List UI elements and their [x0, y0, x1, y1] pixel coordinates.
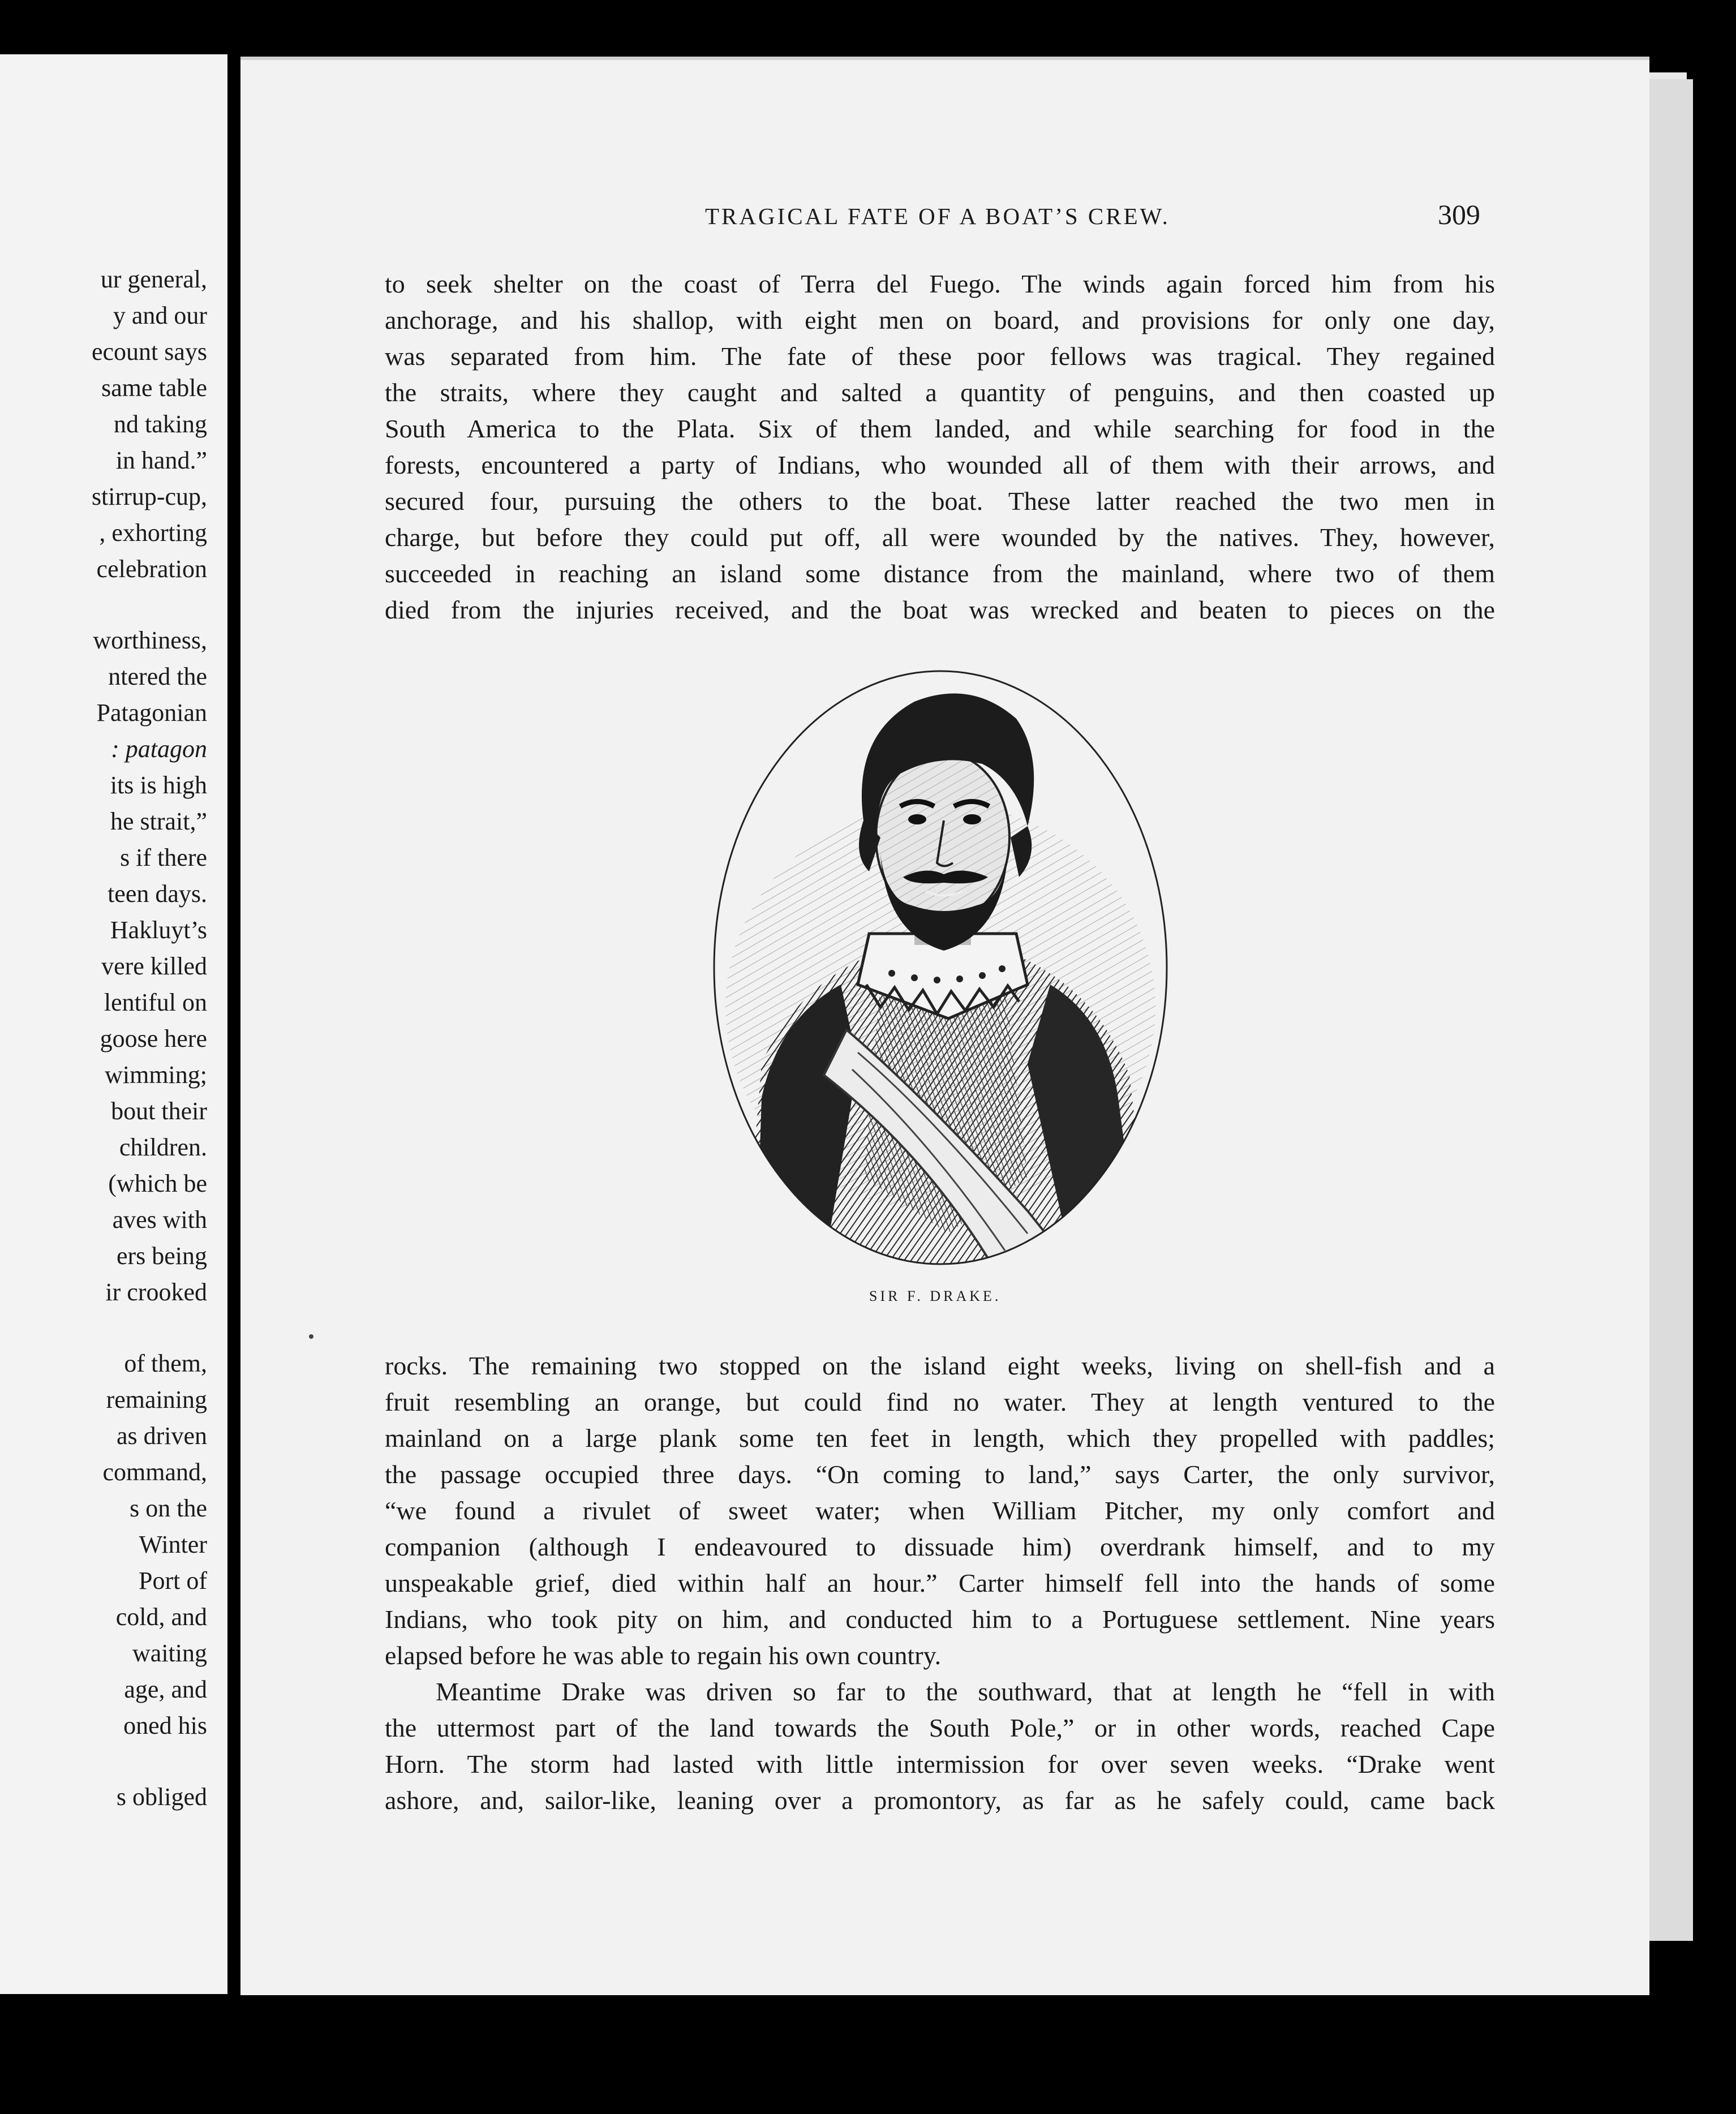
left-page-line: lentiful on: [104, 989, 207, 1016]
left-page-line: s on the: [130, 1494, 207, 1522]
left-page-line: its is high: [110, 771, 207, 799]
left-page-line: Winter: [139, 1531, 207, 1558]
text-line: secured four, pursuing the others to the boat. These latter reached the two men in: [385, 487, 1495, 515]
left-page-line: ir crooked: [105, 1278, 207, 1306]
left-page-line: of them,: [124, 1350, 207, 1377]
left-page-line: stirrup-cup,: [91, 483, 207, 510]
text-line: elapsed before he was able to regain his own country.: [385, 1641, 942, 1670]
left-page-line: he strait,”: [110, 807, 207, 835]
text-line: unspeakable grief, died within half an hour.” Carter himself fell into the hands of some: [385, 1569, 1495, 1597]
left-page-line: Port of: [139, 1567, 207, 1595]
text-line: South America to the Plata. Six of them landed, and while searching for food in the: [385, 414, 1495, 443]
left-page-line: celebration: [96, 555, 207, 583]
left-page-line: nd taking: [114, 410, 207, 438]
left-page-line: waiting: [132, 1639, 207, 1667]
text-line: Horn. The storm had lasted with little intermission for over seven weeks. “Drake went: [385, 1750, 1495, 1778]
left-page-line: s obliged: [116, 1783, 207, 1811]
text-line: succeeded in reaching an island some distance from the mainland, where two of them: [385, 559, 1495, 588]
left-page-line: ur general,: [100, 265, 207, 293]
left-page-line: same table: [101, 374, 207, 402]
text-line: “we found a rivulet of sweet water; when William Pitcher, my only comfort and: [385, 1496, 1495, 1525]
text-line: charge, but before they could put off, all were wounded by the natives. They, however,: [385, 523, 1495, 552]
left-page-line: Patagonian: [96, 699, 207, 727]
text-line: rocks. The remaining two stopped on the island eight weeks, living on shell-fish and a: [385, 1351, 1495, 1380]
illustration-caption: SIR F. DRAKE.: [869, 1288, 1002, 1304]
left-page-line: wimming;: [105, 1061, 207, 1089]
text-line: to seek shelter on the coast of Terra del Fuego. The winds again forced him from his: [385, 269, 1495, 298]
left-page-line: s if there: [120, 844, 207, 871]
left-page-line: command,: [102, 1458, 207, 1486]
left-page-line: y and our: [113, 302, 207, 329]
left-page-line: ecount says: [91, 338, 207, 366]
left-page-line: ntered the: [108, 663, 207, 690]
ink-speck: [309, 1334, 313, 1339]
left-page-line: remaining: [106, 1386, 207, 1413]
running-header: TRAGICAL FATE OF A BOAT’S CREW.: [705, 203, 1170, 229]
left-page-line: ers being: [116, 1242, 207, 1270]
text-line: fruit resembling an orange, but could find no water. They at length ventured to the: [385, 1387, 1495, 1416]
previous-page-fragment: [0, 54, 227, 1994]
left-page-line: children.: [119, 1133, 207, 1161]
text-line: companion (although I endeavoured to dissuade him) overdrank himself, and to my: [385, 1532, 1495, 1561]
left-page-line: teen days.: [108, 880, 207, 908]
left-page-line: (which be: [108, 1170, 207, 1197]
left-page-line: in hand.”: [115, 446, 207, 474]
left-page-line: bout their: [111, 1097, 207, 1125]
portrait-engraving: [711, 668, 1170, 1267]
text-line: the straits, where they caught and salted a quantity of penguins, and then coasted up: [385, 378, 1495, 407]
text-line: mainland on a large plank some ten feet in length, which they propelled with paddles;: [385, 1424, 1495, 1453]
text-line: Meantime Drake was driven so far to the southward, that at length he “fell in with: [436, 1677, 1495, 1706]
left-page-line: age, and: [124, 1675, 207, 1703]
left-page-line: oned his: [123, 1712, 207, 1739]
left-page-line: , exhorting: [99, 519, 207, 547]
text-line: ashore, and, sailor-like, leaning over a promontory, as far as he safely could, came back: [385, 1786, 1495, 1815]
left-page-line: goose here: [100, 1025, 207, 1052]
left-page-line: cold, and: [115, 1603, 207, 1631]
text-line: was separated from him. The fate of these poor fellows was tragical. They regained: [385, 342, 1495, 371]
text-line: anchorage, and his shallop, with eight men on board, and provisions for only one day,: [385, 306, 1495, 334]
left-page-line: as driven: [116, 1422, 207, 1450]
page-number: 309: [1438, 199, 1480, 230]
text-line: forests, encountered a party of Indians, who wounded all of them with their arrows, and: [385, 450, 1495, 479]
left-page-line: worthiness,: [93, 626, 207, 654]
text-line: Indians, who took pity on him, and conducted him to a Portuguese settlement. Nine years: [385, 1605, 1495, 1634]
text-line: died from the injuries received, and the boat was wrecked and beaten to pieces on the: [385, 595, 1495, 624]
text-line: the passage occupied three days. “On coming to land,” says Carter, the only survivor,: [385, 1460, 1495, 1489]
left-page-line: aves with: [112, 1206, 207, 1234]
left-page-line: : patagon: [111, 735, 207, 763]
left-page-line: vere killed: [101, 952, 207, 980]
left-page-line: Hakluyt’s: [110, 916, 207, 944]
text-line: the uttermost part of the land towards the South Pole,” or in other words, reached Cape: [385, 1713, 1495, 1742]
